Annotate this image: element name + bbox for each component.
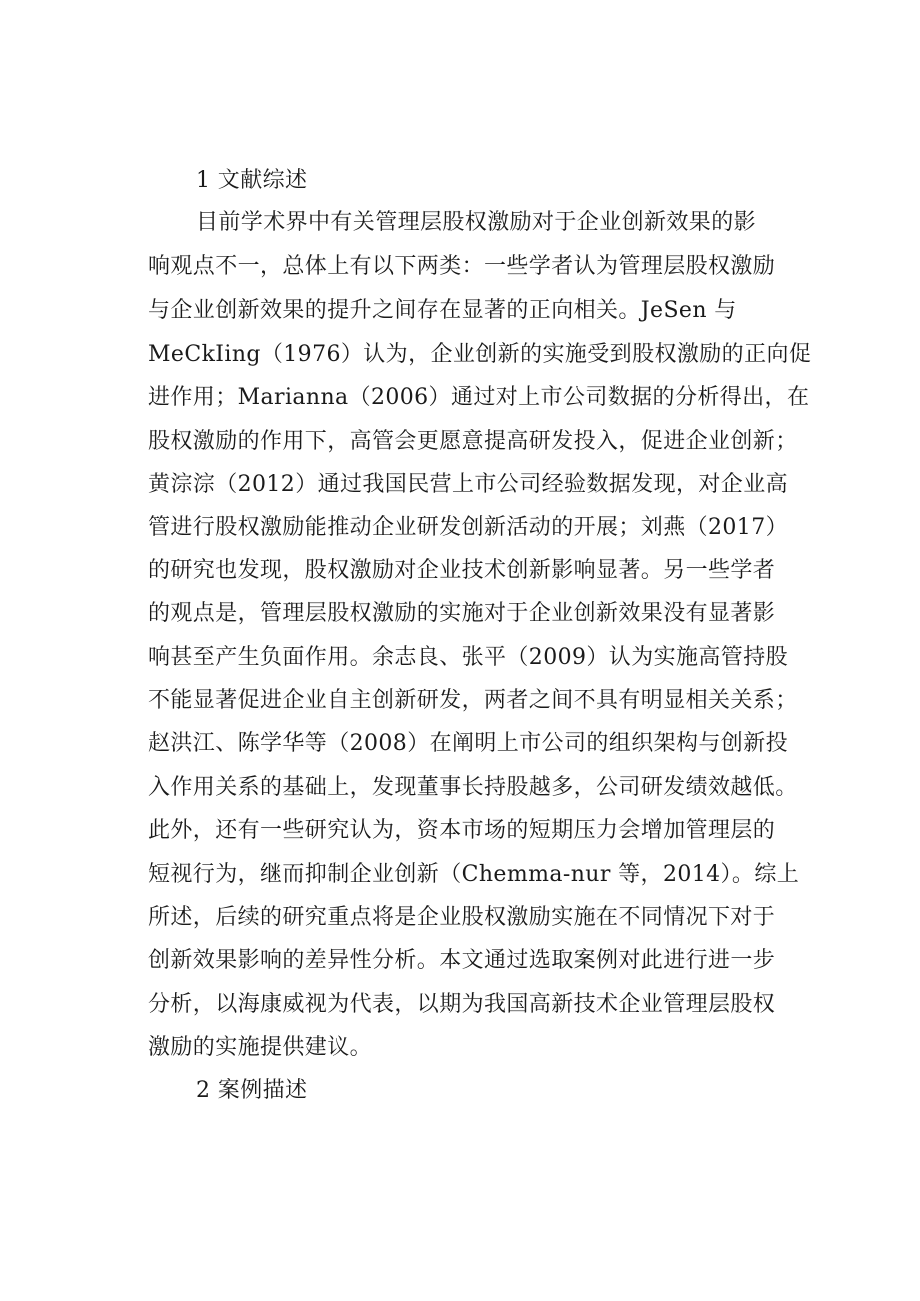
paragraph-line: 与企业创新效果的提升之间存在显著的正向相关。JeSen 与: [148, 298, 737, 323]
paragraph-line: 的观点是，管理层股权激励的实施对于企业创新效果没有显著影: [148, 601, 776, 626]
section-heading-literature-review: 1 文献综述: [196, 168, 308, 193]
paragraph-line: 短视行为，继而抑制企业创新（Chemma-nur 等，2014）。综上: [148, 862, 800, 887]
paragraph-line: 进作用；Marianna（2006）通过对上市公司数据的分析得出，在: [148, 385, 810, 410]
paragraph-line: MeCkIing（1976）认为，企业创新的实施受到股权激励的正向促: [148, 342, 812, 367]
paragraph-line: 响甚至产生负面作用。余志良、张平（2009）认为实施高管持股: [148, 645, 788, 670]
paragraph-line: 响观点不一，总体上有以下两类：一些学者认为管理层股权激励: [148, 254, 776, 279]
paragraph-line: 此外，还有一些研究认为，资本市场的短期压力会增加管理层的: [148, 818, 776, 843]
section-heading-case-description: 2 案例描述: [196, 1078, 308, 1103]
paragraph-line: 赵洪江、陈学华等（2008）在阐明上市公司的组织架构与创新投: [148, 731, 788, 756]
paragraph-line: 所述，后续的研究重点将是企业股权激励实施在不同情况下对于: [148, 905, 776, 930]
paragraph-line: 激励的实施提供建议。: [148, 1035, 373, 1060]
paragraph-line: 创新效果影响的差异性分析。本文通过选取案例对此进行进一步: [148, 948, 776, 973]
paragraph-line: 管进行股权激励能推动企业研发创新活动的开展；刘燕（2017）: [148, 515, 788, 540]
paragraph-line: 分析，以海康威视为代表，以期为我国高新技术企业管理层股权: [148, 992, 776, 1017]
paragraph-line: 黄淙淙（2012）通过我国民营上市公司经验数据发现，对企业高: [148, 472, 788, 497]
paragraph-line: 股权激励的作用下，高管会更愿意提高研发投入，促进企业创新；: [148, 429, 798, 454]
paragraph-line: 的研究也发现，股权激励对企业技术创新影响显著。另一些学者: [148, 558, 776, 583]
paragraph-line: 不能显著促进企业自主创新研发，两者之间不具有明显相关关系；: [148, 688, 798, 713]
paragraph-line: 目前学术界中有关管理层股权激励对于企业创新效果的影: [196, 210, 757, 235]
paragraph-line: 入作用关系的基础上，发现董事长持股越多，公司研发绩效越低。: [148, 775, 798, 800]
